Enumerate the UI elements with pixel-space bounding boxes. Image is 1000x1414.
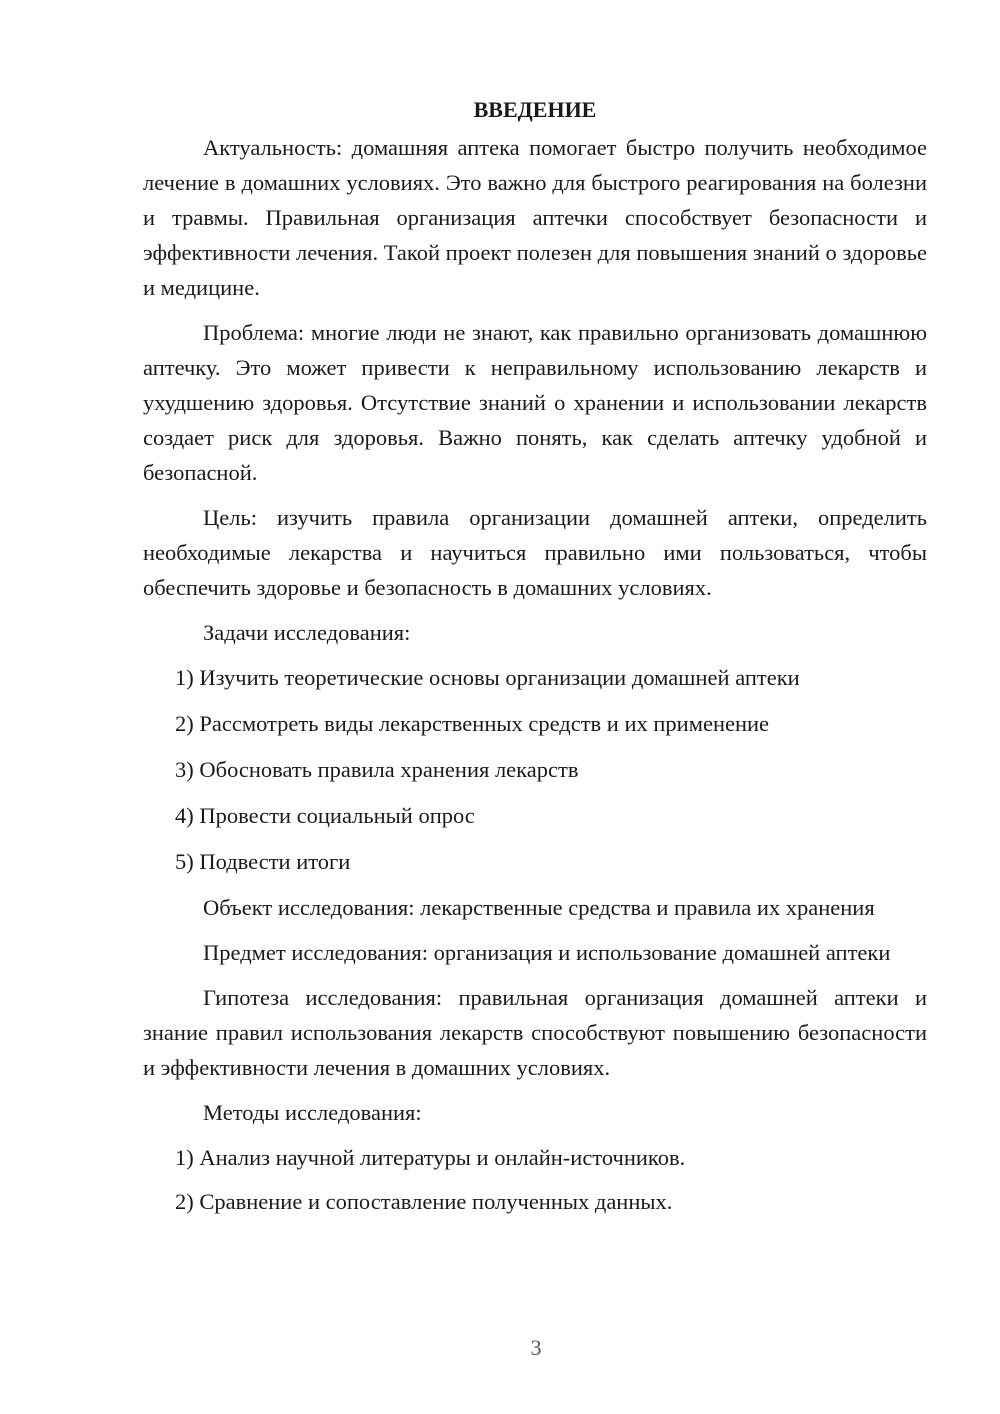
tasks-label: Задачи исследования: xyxy=(203,620,411,645)
list-item: 3) Обосновать правила хранения лекарств xyxy=(175,757,579,782)
list-item: 1) Анализ научной литературы и онлайн-источников. xyxy=(175,1145,686,1170)
document-page xyxy=(143,95,927,1229)
list-item: 5) Подвести итоги xyxy=(175,849,351,874)
list-item: 2) Сравнение и сопоставление полученных данных. xyxy=(175,1189,673,1214)
list-item: 4) Провести социальный опрос xyxy=(175,803,475,828)
list-item: 2) Рассмотреть виды лекарственных средств и их применение xyxy=(175,711,770,736)
paragraph-problem: Проблема: многие люди не знают, как правильно организовать домашнюю аптечку. Это может привести к неправильному использованию лекарств и ухудшению здоровья. Отсутствие знаний о хранении и использовании лекарств создает риск для здоровья. Важно понять, как сделать аптечку удобной и безопасной. xyxy=(143,320,927,485)
paragraph-object: Объект исследования: лекарственные средства и правила их хранения xyxy=(203,895,875,920)
tasks-list xyxy=(143,660,927,879)
paragraph-subject: Предмет исследования: организация и использование домашней аптеки xyxy=(203,940,891,965)
methods-label: Методы исследования: xyxy=(203,1100,422,1125)
methods-list xyxy=(143,1140,927,1219)
paragraph-relevance: Актуальность: домашняя аптека помогает быстро получить необходимое лечение в домашних условиях. Это важно для быстрого реагирования на болезни и травмы. Правильная организация аптечки способствует безопасности и эффективности лечения. Такой проект полезен для повышения знаний о здоровье и медицине. xyxy=(143,135,927,300)
page-number: 3 xyxy=(530,1335,542,1360)
page-title: ВВЕДЕНИЕ xyxy=(473,97,597,122)
paragraph-goal: Цель: изучить правила организации домашней аптеки, определить необходимые лекарства и научиться правильно ими пользоваться, чтобы обеспечить здоровье и безопасность в домашних условиях. xyxy=(143,505,927,600)
list-item: 1) Изучить теоретические основы организации домашней аптеки xyxy=(175,665,800,690)
paragraph-hypothesis: Гипотеза исследования: правильная организация домашней аптеки и знание правил использования лекарств способствуют повышению безопасности и эффективности лечения в домашних условиях. xyxy=(143,985,927,1080)
